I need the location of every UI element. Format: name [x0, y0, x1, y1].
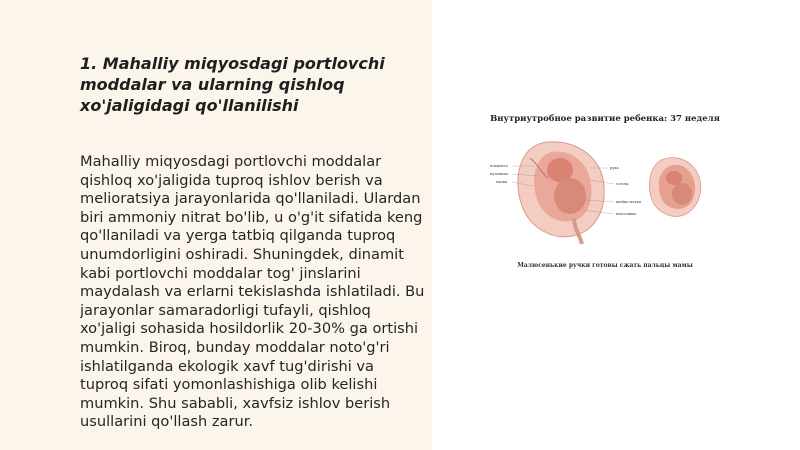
slide-body-text: Mahalliy miqyosdagi portlovchi moddalar qishloq xo'jaligida tuproq ishlov berish va melioratsiya jarayonlarida qo'llaniladi. Ulardan biri ammoniy nitrat bo'lib, u o'g'it sifatida keng qo'llaniladi va yerga tatbiq qilganda tuproq unumdorligini oshiradi. Shuningdek, dinamit kabi portlovchi moddalar tog' jinslarini maydalash va erlarni tekislashda ishlatiladi. Bu jarayonlar samaradorligi tufayli, qishloq xo'jaligi sohasida hosildorlik 20-30% ga ortishi mumkin. Biroq, bunday moddalar noto'g'ri ishlatilganda ekologik xavf tug'dirishi va tuproq sifati yomonlashishiga olib kelishi mumkin. Shu sababli, xavfsiz ishlov berish usullarini qo'llash zarur. — [80, 153, 425, 431]
small-uterus-drawing — [649, 158, 700, 217]
label-vagina: влагалище — [616, 212, 637, 216]
label-umbilical-cord: пуповина — [490, 172, 509, 176]
fetal-development-illustration — [490, 110, 720, 275]
illustration-caption-bottom: Малюсенькие ручки готовы сжать пальцы мамы — [517, 262, 693, 269]
label-head: голова — [616, 182, 629, 186]
label-cervix: шейка матки — [616, 200, 641, 204]
label-uterus: матка — [496, 180, 508, 184]
fetus-diagram-graphic — [490, 128, 720, 258]
illustration-caption-top: Внутриутробное развитие ребенка: 37 неделя — [490, 114, 720, 124]
slide-title: 1. Mahalliy miqyosdagi portlovchi moddalar va ularning qishloq xo'jaligidagi qo'llanilishi — [80, 54, 385, 115]
label-placenta: плацента — [490, 164, 508, 168]
label-hand: рука — [610, 166, 619, 170]
large-uterus-drawing — [518, 142, 604, 244]
